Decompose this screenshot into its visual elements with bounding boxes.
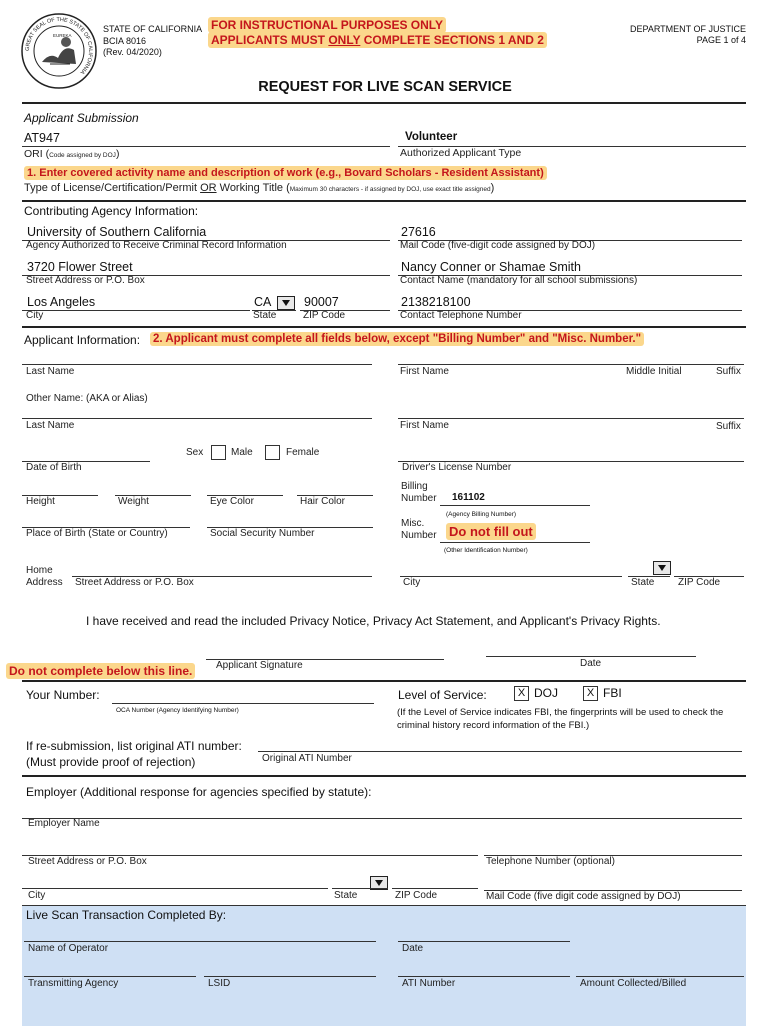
ori-label: ORI (Code assigned by DOJ) [24,148,120,160]
department-label: DEPARTMENT OF JUSTICE [629,24,746,34]
employer-phone-label[interactable]: Telephone Number (optional) [486,856,615,867]
dob-label[interactable]: Date of Birth [26,462,82,473]
other-name-label: Other Name: (AKA or Alias) [26,393,148,404]
doj-checkbox[interactable]: X [514,686,529,701]
sig-date-line [486,656,696,657]
license-label: Type of License/Certification/Permit OR Working Title (Maximum 30 characters - if assigned by DOJ, use exact title assigned) [24,182,495,194]
live-scan-heading: Live Scan Transaction Completed By: [26,908,227,922]
signature-label[interactable]: Applicant Signature [216,660,303,671]
home-city-line [400,576,622,577]
instruction-notice-2: APPLICANTS MUST ONLY COMPLETE SECTIONS 1 AND 2 [208,32,547,48]
misc-note: Do not fill out [446,523,536,540]
level-of-service-label: Level of Service: [398,688,487,702]
billing-line [440,505,590,506]
resubmission-note: (Must provide proof of rejection) [26,755,196,769]
suffix-label[interactable]: Suffix [716,366,741,377]
agency-rule [22,326,746,328]
billing-label-1: Billing [401,481,428,492]
agency-name-label: Agency Authorized to Receive Criminal Record Information [26,240,287,251]
page-number: PAGE 1 of 4 [696,35,746,45]
employer-city-line [22,888,328,889]
fbi-checkbox[interactable]: X [583,686,598,701]
operator-label[interactable]: Name of Operator [28,943,109,954]
employer-street-label[interactable]: Street Address or P.O. Box [28,856,147,867]
amount-line [576,976,744,977]
billing-sub-label: (Agency Billing Number) [446,511,517,518]
place-of-birth-label[interactable]: Place of Birth (State or Country) [26,528,168,539]
auth-type-value[interactable]: Volunteer [405,131,458,143]
height-label[interactable]: Height [26,496,55,507]
home-zip-label[interactable]: ZIP Code [678,577,721,588]
title-rule [22,102,746,104]
aka-last-name-label[interactable]: Last Name [26,420,75,431]
female-checkbox[interactable] [265,445,280,460]
aka-last-line [22,418,372,419]
signature-rule [22,680,746,682]
agency-state-value[interactable]: CA [254,295,272,309]
ls-date-line [398,941,570,942]
agency-name-value[interactable]: University of Southern California [27,225,207,239]
ori-line [22,146,390,147]
employer-name-label[interactable]: Employer Name [28,818,100,829]
employer-city-label[interactable]: City [28,890,46,901]
agency-city-line [22,310,250,311]
first-name-label[interactable]: First Name [400,366,449,377]
employer-zip-label[interactable]: ZIP Code [395,890,438,901]
aka-suffix-label[interactable]: Suffix [716,421,741,432]
ssn-label[interactable]: Social Security Number [210,528,315,539]
lsid-line [204,976,376,977]
agency-zip-label: ZIP Code [303,310,346,321]
contact-name-label: Contact Name (mandatory for all school submissions) [400,275,638,286]
employer-heading: Employer (Additional response for agencies specified by statute): [26,785,372,799]
form-revision: (Rev. 04/2020) [103,47,162,57]
auth-type-label: Authorized Applicant Type [400,147,522,159]
middle-initial-label[interactable]: Middle Initial [626,366,682,377]
activity-note: 1. Enter covered activity name and description of work (e.g., Bovard Scholars - Resident Assistant) [24,166,547,180]
applicant-note: 2. Applicant must complete all fields below, except "Billing Number" and "Misc. Number." [150,332,644,346]
male-checkbox[interactable] [211,445,226,460]
misc-line [440,542,590,543]
last-name-label[interactable]: Last Name [26,366,75,377]
employer-state-label[interactable]: State [334,890,358,901]
resub-rule [22,775,746,777]
home-label-1: Home [26,565,53,576]
home-street-label[interactable]: Street Address or P.O. Box [75,577,194,588]
home-label-2: Address [26,577,63,588]
resubmission-label: If re-submission, list original ATI number: [26,739,242,753]
contact-phone-value[interactable]: 2138218100 [401,295,471,309]
level-note-1: (If the Level of Service indicates FBI, the fingerprints will be used to check the [397,707,724,718]
mail-code-label: Mail Code (five-digit code assigned by DOJ) [400,240,596,251]
agency-street-label: Street Address or P.O. Box [26,275,145,286]
sex-label: Sex [186,447,204,458]
hair-color-label[interactable]: Hair Color [300,496,346,507]
seal-motto: EUREKA [53,33,72,38]
agency-state-label: State [253,310,277,321]
contact-name-value[interactable]: Nancy Conner or Shamae Smith [401,260,581,274]
aka-first-line [398,418,744,419]
ati-number-label[interactable]: ATI Number [402,978,456,989]
employer-zip-line [392,888,478,889]
employer-name-line [22,818,742,819]
form-id: BCIA 8016 [103,36,147,46]
amount-label[interactable]: Amount Collected/Billed [580,978,687,989]
original-ati-label[interactable]: Original ATI Number [262,753,352,764]
contact-phone-label: Contact Telephone Number [400,310,522,321]
do-not-complete-note: Do not complete below this line. [6,663,195,679]
female-label: Female [286,447,320,458]
misc-label-2: Number [401,530,437,541]
ori-value[interactable]: AT947 [24,131,60,145]
employer-mail-label[interactable]: Mail Code (five digit code assigned by DOJ) [486,891,681,902]
submission-rule [22,200,746,202]
live-scan-section [22,905,746,1026]
ati-number-line [398,976,570,977]
first-name-line [398,364,744,365]
agency-zip-value[interactable]: 90007 [304,295,339,309]
applicant-heading: Applicant Information: [24,333,141,347]
live-scan-date-label[interactable]: Date [402,943,424,954]
doj-label: DOJ [534,686,558,700]
home-state-label[interactable]: State [631,577,655,588]
aka-first-name-label[interactable]: First Name [400,420,449,431]
weight-label[interactable]: Weight [118,496,149,507]
privacy-statement: I have received and read the included Privacy Notice, Privacy Act Statement, and Applicant's Privacy Rights. [86,614,661,628]
billing-label-2: Number [401,493,437,504]
submission-heading: Applicant Submission [24,111,139,125]
agency-street-value[interactable]: 3720 Flower Street [27,260,133,274]
mail-code-value[interactable]: 27616 [401,225,436,239]
misc-sub-label: (Other Identification Number) [444,547,528,554]
last-name-line [22,364,372,365]
seal-text: GREAT SEAL OF THE STATE OF CALIFORNIA [24,16,94,76]
state-dropdown-icon[interactable] [277,296,295,310]
fbi-label: FBI [603,686,622,700]
instruction-notice-1: FOR INSTRUCTIONAL PURPOSES ONLY [208,17,446,33]
lsid-label[interactable]: LSID [208,978,231,989]
ati-line [258,751,742,752]
employer-state-line [332,888,388,889]
transmit-line [24,976,196,977]
oca-line [112,703,374,704]
oca-label: OCA Number (Agency Identifying Number) [116,707,239,714]
your-number-label: Your Number: [26,688,100,702]
home-state-dropdown-icon[interactable] [653,561,671,575]
billing-number-value[interactable]: 161102 [452,492,485,503]
level-note-2: criminal history record information of the FBI.) [397,720,590,731]
operator-line [24,941,376,942]
eye-color-label[interactable]: Eye Color [210,496,254,507]
page-title: REQUEST FOR LIVE SCAN SERVICE [258,79,512,95]
agency-heading: Contributing Agency Information: [24,204,199,218]
male-label: Male [231,447,253,458]
sig-date-label[interactable]: Date [580,658,602,669]
misc-label-1: Misc. [401,518,425,529]
transmitting-agency-label[interactable]: Transmitting Agency [28,978,119,989]
state-label: STATE OF CALIFORNIA [103,24,203,34]
agency-city-label: City [26,310,44,321]
drivers-license-label[interactable]: Driver's License Number [402,462,512,473]
agency-city-value[interactable]: Los Angeles [27,295,96,309]
home-city-label[interactable]: City [403,577,421,588]
